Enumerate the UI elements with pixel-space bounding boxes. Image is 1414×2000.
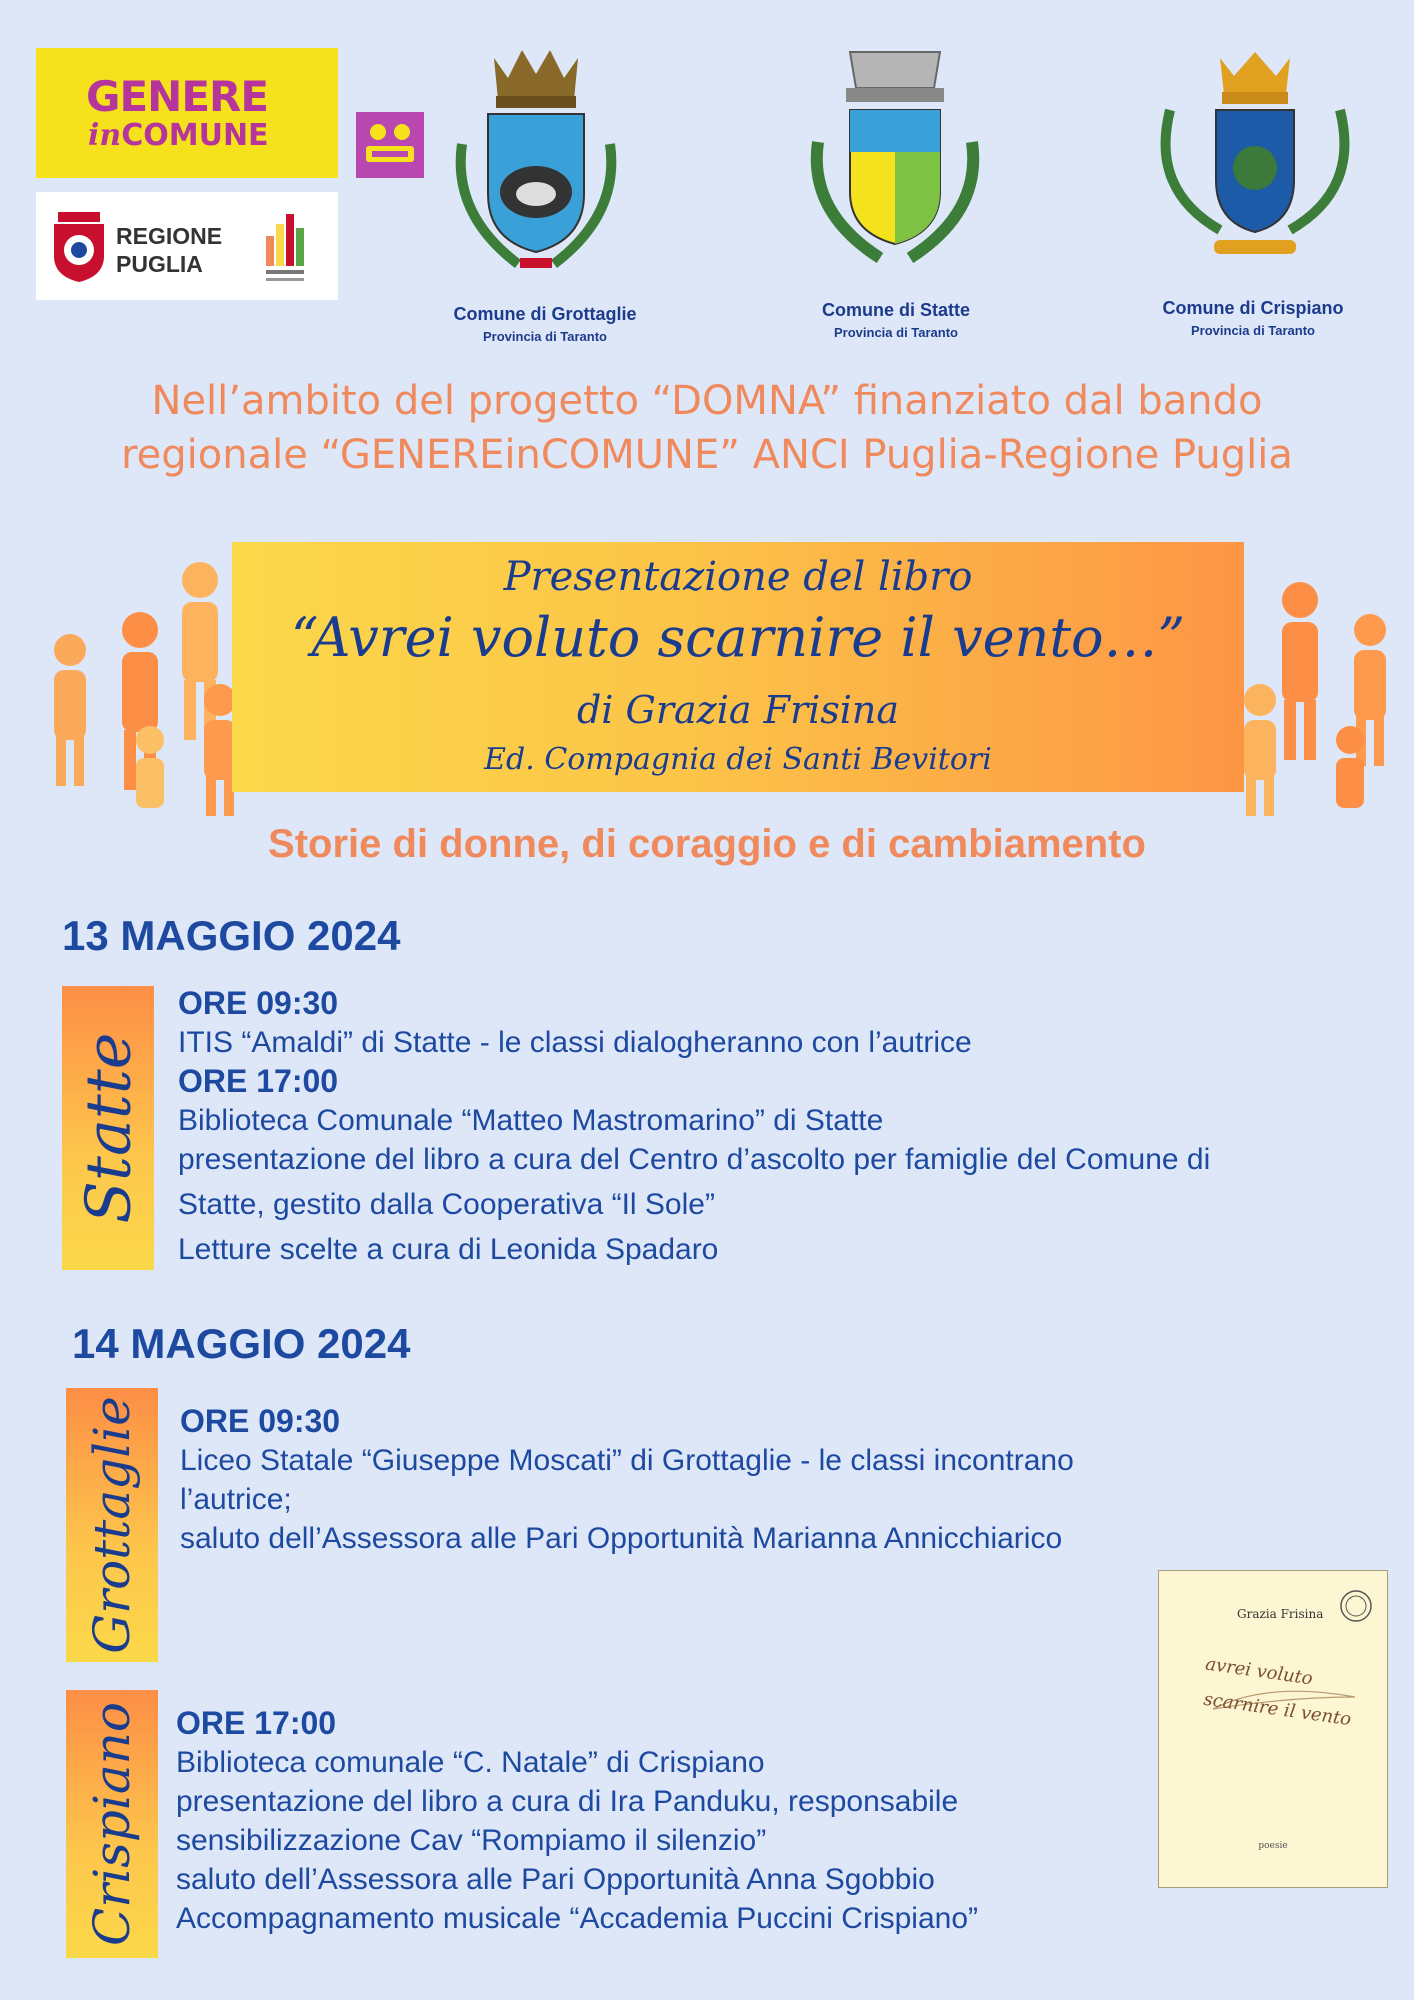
- grottaglie-crest-icon: [448, 44, 624, 280]
- genereincomune-logo: [36, 48, 338, 178]
- event-line: sensibilizzazione Cav “Rompiamo il silenzio”: [176, 1824, 767, 1857]
- event-line: Biblioteca Comunale “Matteo Mastromarino” di Statte: [178, 1104, 884, 1137]
- comune-statte-caption: Comune di Statte Provincia di Taranto: [821, 300, 970, 340]
- event-line: Letture scelte a cura di Leonida Spadaro: [178, 1233, 719, 1266]
- event-time: ORE 09:30: [180, 1403, 341, 1439]
- crispiano-crest-icon: [1150, 50, 1360, 270]
- crispiano-events: [176, 1704, 978, 1938]
- crispiano-side-label: Crispiano: [66, 1690, 158, 1958]
- comune-grottaglie-caption: Comune di Grottaglie Provincia di Taranto: [453, 304, 637, 344]
- event-line: saluto dell’Assessora alle Pari Opportunità Marianna Annicchiarico: [180, 1522, 1063, 1555]
- event-line: l’autrice;: [180, 1483, 292, 1516]
- incomune-text: inCOMUNE: [88, 118, 269, 153]
- event-line: Biblioteca comunale “C. Natale” di Crispiano: [176, 1746, 765, 1779]
- book-title: “Avrei voluto scarnire il vento…”: [290, 606, 1186, 669]
- anci-puglia-icon: [262, 206, 314, 288]
- book-presentation-banner: [232, 542, 1244, 792]
- book-cover-image: [1158, 1570, 1388, 1888]
- project-intro: Nell’ambito del progetto “DOMNA” finanziato dal bando regionale “GENEREinCOMUNE” ANCI Puglia-Regione Puglia: [121, 378, 1293, 478]
- book-author: di Grazia Frisina: [576, 688, 900, 732]
- regione-puglia-logo: [36, 192, 338, 300]
- statte-events: [178, 984, 1210, 1269]
- regione-shield-icon: [50, 210, 108, 284]
- project-mini-logo: [356, 112, 424, 178]
- event-line: saluto dell’Assessora alle Pari Opportunità Anna Sgobbio: [176, 1863, 935, 1896]
- tagline: Storie di donne, di coraggio e di cambiamento: [268, 822, 1146, 866]
- grottaglie-side-label: Grottaglie: [66, 1388, 158, 1662]
- date-heading-day1: 13 MAGGIO 2024: [62, 912, 401, 959]
- book-cover-title-line2: scarnire il vento: [1202, 1688, 1353, 1731]
- event-time: ORE 09:30: [178, 985, 339, 1021]
- book-cover-title-line1: avrei voluto: [1204, 1653, 1314, 1690]
- event-line: ITIS “Amaldi” di Statte - le classi dialogheranno con l’autrice: [178, 1026, 972, 1059]
- statte-side-label: Statte: [62, 986, 154, 1270]
- event-line: presentazione del libro a cura del Centro d’ascolto per famiglie del Comune di: [178, 1143, 1211, 1176]
- event-line: Accompagnamento musicale “Accademia Puccini Crispiano”: [176, 1902, 979, 1935]
- publisher-stamp-icon: [1339, 1589, 1373, 1623]
- date-heading-day2: 14 MAGGIO 2024: [72, 1320, 411, 1367]
- book-publisher: Ed. Compagnia dei Santi Bevitori: [484, 742, 992, 777]
- book-cover-author: Grazia Frisina: [1237, 1607, 1324, 1621]
- event-time: ORE 17:00: [176, 1705, 337, 1741]
- book-cover-series: poesie: [1258, 1841, 1288, 1851]
- event-line: Liceo Statale “Giuseppe Moscati” di Grottaglie - le classi incontrano: [180, 1444, 1074, 1477]
- statte-crest-icon: [800, 32, 990, 272]
- event-time: ORE 17:00: [178, 1063, 339, 1099]
- banner-heading: Presentazione del libro: [503, 554, 973, 600]
- event-line: Statte, gestito dalla Cooperativa “Il Sole”: [178, 1188, 715, 1221]
- regione-text: REGIONE PUGLIA: [116, 223, 223, 277]
- genere-text: GENERE: [86, 72, 269, 121]
- comune-crispiano-caption: Comune di Crispiano Provincia di Taranto: [1162, 298, 1344, 338]
- grottaglie-events: [180, 1402, 1074, 1558]
- event-line: presentazione del libro a cura di Ira Panduku, responsabile: [176, 1785, 959, 1818]
